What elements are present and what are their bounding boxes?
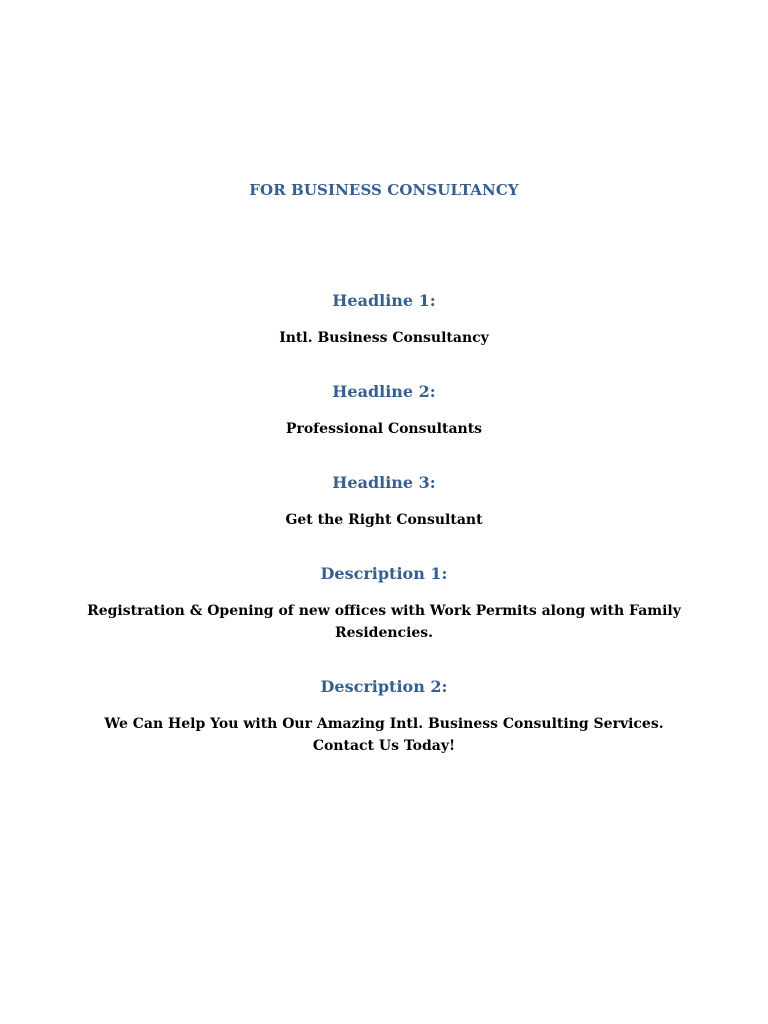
headline-2-heading: Headline 2: — [332, 382, 436, 401]
description-2-heading: Description 2: — [320, 677, 448, 696]
description-2-text: We Can Help You with Our Amazing Intl. Business Consulting Services. Contact Us Today! — [104, 716, 664, 754]
headline-1-heading: Headline 1: — [332, 291, 436, 310]
headline-3-text: Get the Right Consultant — [285, 512, 483, 528]
document-title: FOR BUSINESS CONSULTANCY — [249, 181, 519, 199]
description-1-heading: Description 1: — [320, 564, 448, 583]
headline-3-heading: Headline 3: — [332, 473, 436, 492]
headline-1-text: Intl. Business Consultancy — [279, 330, 489, 346]
headline-2-text: Professional Consultants — [285, 421, 483, 437]
description-1-text: Registration & Opening of new offices with Work Permits along with Family Residencies. — [87, 603, 681, 641]
